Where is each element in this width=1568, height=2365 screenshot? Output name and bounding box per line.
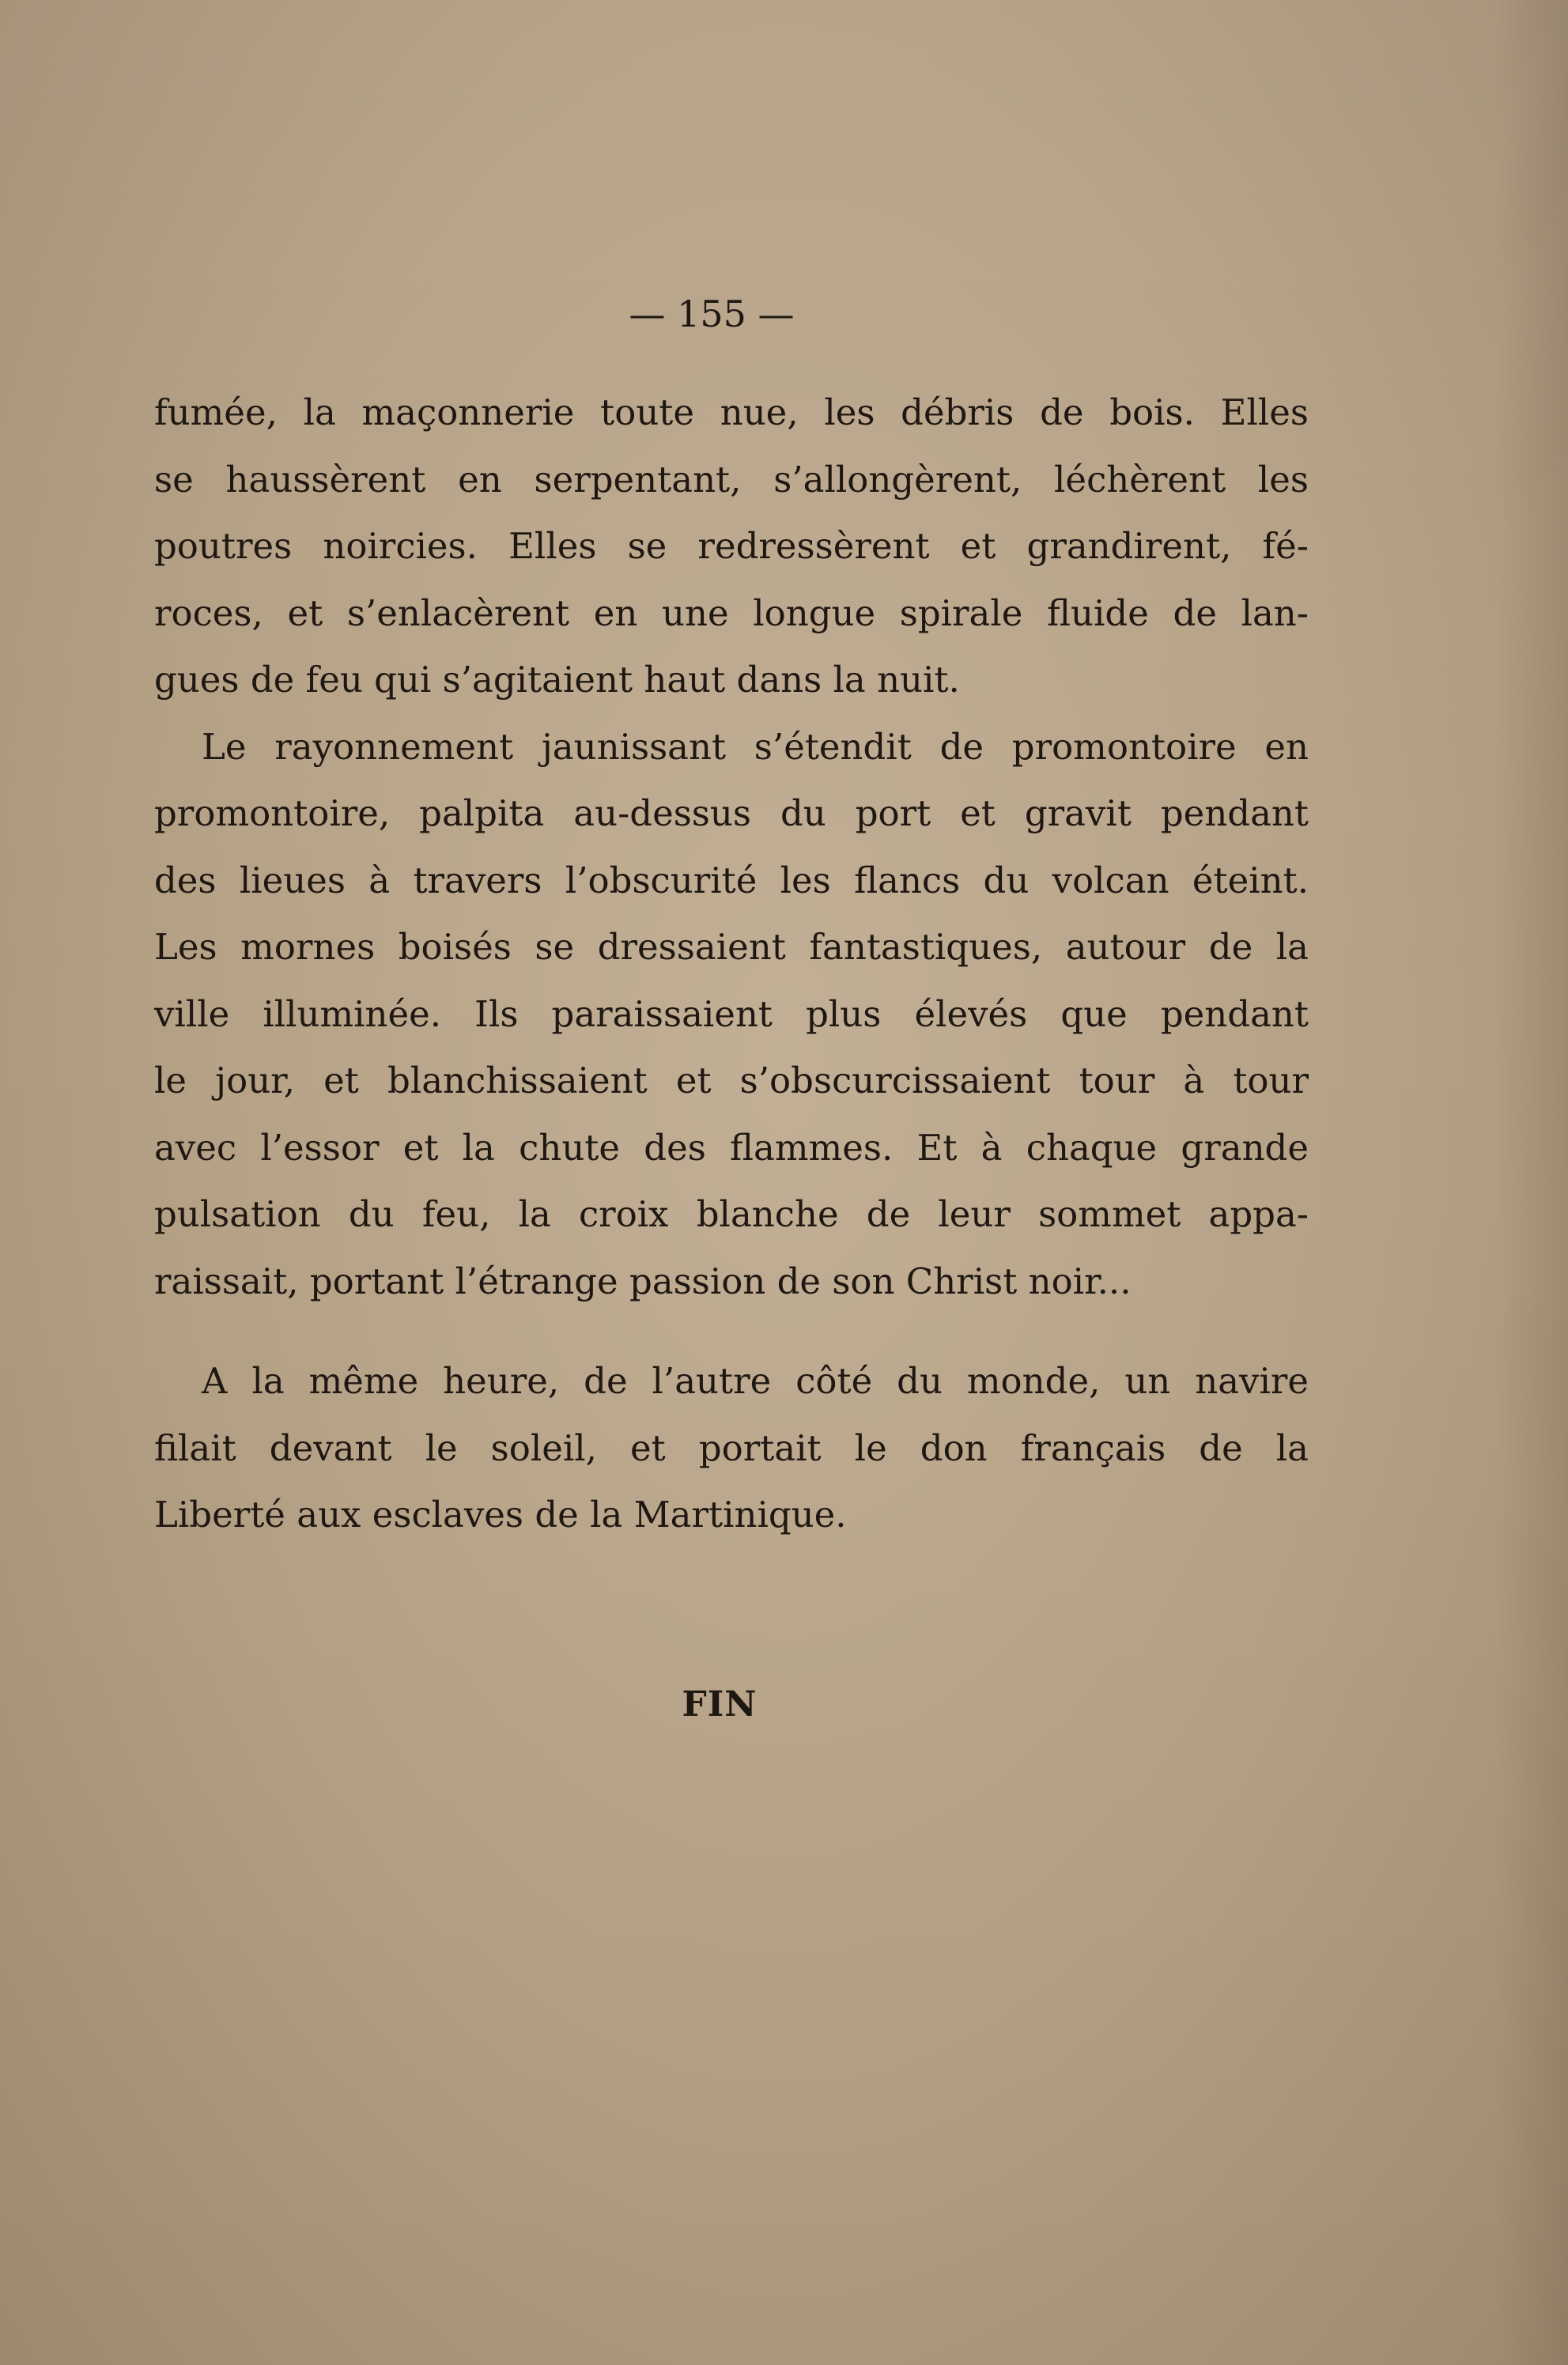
text-line: raissait, portant l’étrange passion de son Christ noir... — [154, 1260, 1132, 1302]
text-line: Les mornes boisés se dressaient fantastiques, autour de la — [154, 926, 1309, 968]
end-mark: FIN — [682, 1684, 758, 1725]
page-edge-shadow — [1497, 0, 1568, 2365]
text-line: filait devant le soleil, et portait le don français de la — [154, 1426, 1309, 1469]
text-line: des lieues à travers l’obscurité les flancs du volcan éteint. — [154, 859, 1309, 901]
text-line: pulsation du feu, la croix blanche de leur sommet appa- — [154, 1193, 1309, 1235]
text-line: se haussèrent en serpentant, s’allongèrent, léchèrent les — [154, 458, 1309, 501]
text-line: le jour, et blanchissaient et s’obscurcissaient tour à tour — [154, 1060, 1309, 1101]
paragraph-3 — [154, 1348, 1309, 1549]
text-line: fumée, la maçonnerie toute nue, les débris de bois. Elles — [154, 391, 1309, 433]
text-line: poutres noircies. Elles se redressèrent et grandirent, fé- — [154, 525, 1309, 567]
body-text — [154, 380, 1309, 1549]
text-line: promontoire, palpita au-dessus du port et gravit pendant — [154, 792, 1309, 834]
text-line: A la même heure, de l’autre côté du monde, un navire — [202, 1360, 1309, 1402]
text-line: Le rayonnement jaunissant s’étendit de promontoire en — [202, 725, 1309, 768]
text-line: gues de feu qui s’agitaient haut dans la nuit. — [154, 659, 960, 701]
text-line: ville illuminée. Ils paraissaient plus élevés que pendant — [154, 992, 1309, 1035]
paragraph-1 — [154, 380, 1309, 714]
page-number: — 155 — — [629, 293, 795, 335]
text-line: roces, et s’enlacèrent en une longue spirale fluide de lan- — [154, 591, 1309, 634]
text-line: Liberté aux esclaves de la Martinique. — [154, 1494, 847, 1536]
paragraph-2 — [154, 714, 1309, 1316]
text-line: avec l’essor et la chute des flammes. Et à chaque grande — [154, 1126, 1309, 1169]
